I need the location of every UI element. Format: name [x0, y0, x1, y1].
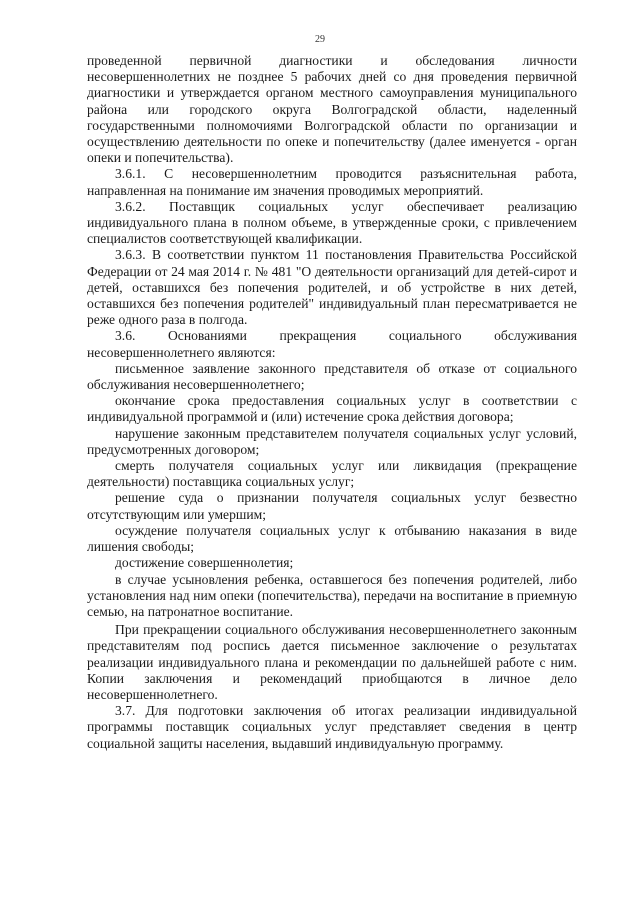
ground-death-or-liquidation: смерть получателя социальных услуг или ликвидация (прекращение деятельности) поставщика социальных услуг;: [87, 458, 577, 490]
ground-written-refusal: письменное заявление законного представителя об отказе от социального обслуживания несовершеннолетнего;: [87, 360, 577, 393]
ground-conviction: осуждение получателя социальных услуг к отбыванию наказания в виде лишения свободы;: [87, 522, 577, 555]
ground-majority: достижение совершеннолетия;: [115, 555, 294, 571]
ground-term-expiry: окончание срока предоставления социальных услуг в соответствии с индивидуальной программой и (или) истечение срока действия договора;: [87, 393, 577, 425]
paragraph-3-6-3: 3.6.3. В соответствии пунктом 11 постановления Правительства Российской Федерации от 24 мая 2014 г. № 481 "О деятельности организаций для детей-сирот и детей, оставшихся без попечения родителей, и об устройстве в них детей, оставшихся без попечения родителей" индивидуальный план пересматривается не реже одного раза в полгода.: [87, 247, 577, 328]
ground-contract-violation: нарушение законным представителем получателя социальных услуг условий, предусмотренных договором;: [87, 425, 577, 457]
paragraph-3-6-1: 3.6.1. С несовершеннолетним проводится разъяснительная работа, направленная на понимание им значения проводимых мероприятий.: [87, 166, 577, 198]
ground-court-decision: решение суда о признании получателя социальных услуг безвестно отсутствующим или умершим;: [87, 490, 577, 522]
paragraph-3-6-2: 3.6.2. Поставщик социальных услуг обеспечивает реализацию индивидуального плана в полном объеме, в утвержденные сроки, с привлечением специалистов соответствующей квалификации.: [87, 198, 577, 247]
page-number: 29: [315, 34, 325, 45]
paragraph-3-7: 3.7. Для подготовки заключения об итогах реализации индивидуальной программы поставщик социальных услуг представляет сведения в центр социальной защиты населения, выдавший индивидуальную программу.: [87, 703, 577, 751]
paragraph-termination-conclusion: При прекращении социального обслуживания несовершеннолетнего законным представителям под роспись дается письменное заключение о результатах реализации индивидуального плана и рекомендации по дальнейшей работе с ним. Копии заключения и рекомендаций приобщаются в личное дело несовершеннолетнего.: [87, 622, 577, 702]
paragraph-1: проведенной первичной диагностики и обследования личности несовершеннолетних не позднее 5 рабочих дней со дня проведения первичной диагностики и утверждается органом местного самоуправления муниципального района или городского округа Волгоградской области, наделенный государственными полномочиями Волгоградской области по организации и осуществлению деятельности по опеке и попечительству (далее именуется - орган опеки и попечительства).: [87, 53, 577, 166]
document-body: [87, 53, 577, 752]
paragraph-3-6-termination-grounds: 3.6. Основаниями прекращения социального обслуживания несовершеннолетнего являются:: [87, 328, 577, 360]
ground-adoption: в случае усыновления ребенка, оставшегося без попечения родителей, либо установления над ним опеки (попечительства), передачи на воспитание в приемную семью, на патронатное воспитание.: [87, 571, 577, 619]
